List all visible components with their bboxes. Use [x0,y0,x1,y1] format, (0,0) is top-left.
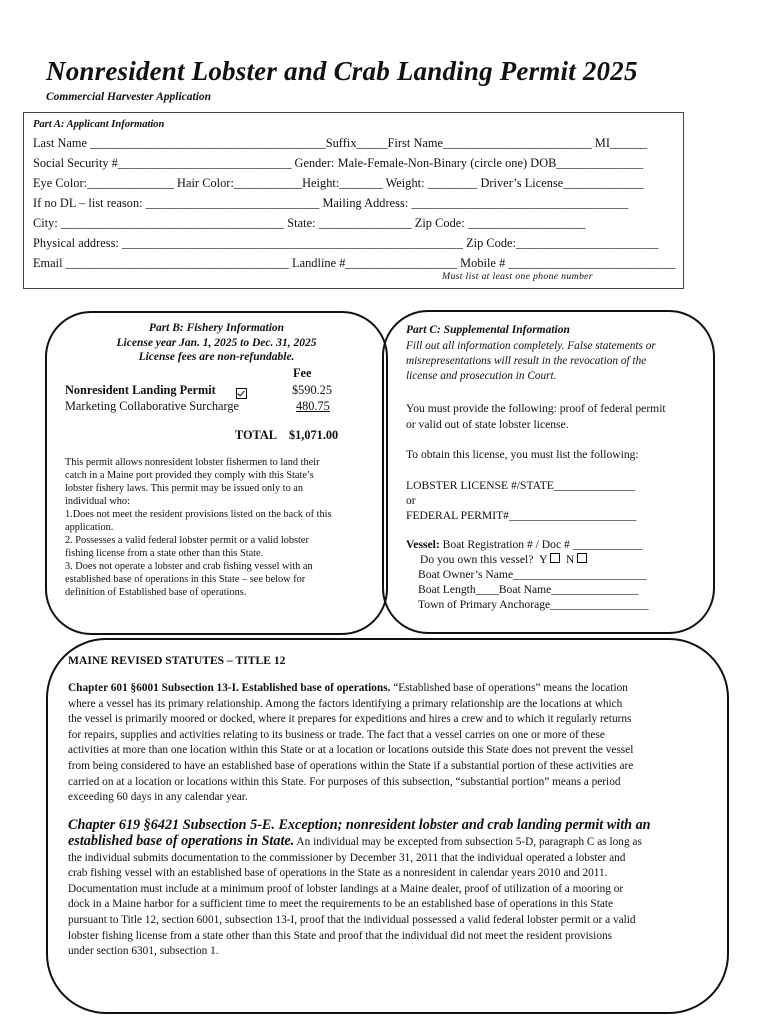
fee-header: Fee [293,366,312,380]
proof-requirement: You must provide the following: proof of federal permit or valid out of state lobster license. [406,402,666,431]
own-no-checkbox[interactable] [577,553,587,563]
vessel-registration-field[interactable]: Vessel: Boat Registration # / Doc # ____________ [406,538,643,551]
maine-statutes-section [46,638,729,1014]
nonresident-permit-checkbox[interactable] [236,388,247,399]
part-c-heading: Part C: Supplemental Information [406,324,570,336]
false-statement-warning: Fill out all information completely. False statements or misrepresentations will result in the revocation of the license and prosecution in Court. [406,340,656,382]
surcharge-fee: 480.75 [296,399,330,413]
obtain-instruction: To obtain this license, you must list the following: [406,448,639,461]
statutes-heading: MAINE REVISED STATUTES – TITLE 12 [68,654,286,667]
nonresident-permit-fee: $590.25 [292,383,332,397]
lobster-license-field[interactable]: LOBSTER LICENSE #/STATE______________ [406,479,636,492]
field-line-contact[interactable]: Email ____________________________________ Landline #__________________ Mobile # ___________________________ [33,256,676,270]
total-label: TOTAL [235,428,277,442]
field-line-dl-mailing[interactable]: If no DL – list reason: ____________________________ Mailing Address: ___________________________________ [33,196,629,210]
page-title: Nonresident Lobster and Crab Landing Permit 2025 [46,56,638,86]
federal-permit-field[interactable]: FEDERAL PERMIT#______________________ [406,509,637,522]
permit-description: This permit allows nonresident lobster fishermen to land their catch in a Maine port provided they comply with this State’s lobster fishery laws. This permit may be issued only to an individual who: 1.Does not meet the resident provisions listed on the back of this application. 2. Possesses a valid federal lobster permit or a valid lobster fishing license from a state other than this State. 3. Does not operate a lobster and crab fishing vessel with an established base of operations in this State – see below for definition of Established base of operations. [65,457,332,598]
field-line-ssn-gender-dob[interactable]: Social Security #____________________________ Gender: Male-Female-Non-Binary (circle one) DOB______________ [33,156,644,170]
surcharge-label: Marketing Collaborative Surcharge [65,399,239,413]
non-refundable-note: License fees are non-refundable. [138,351,295,363]
page-subtitle: Commercial Harvester Application [46,91,212,103]
field-line-name[interactable]: Last Name ______________________________________Suffix_____First Name________________________ MI______ [33,136,648,150]
chapter-619-text: Chapter 619 §6421 Subsection 5-E. Exception; nonresident lobster and crab landing permit with an established base of operations in State. An individual may be excepted from subsection 5-D, paragraph C as long as the individual submits documentation to the commissioner by December 31, 2011 that the individual operated a lobster and crab fishing vessel with an established base of operations in the State as a nonresident in calendar years 2010 and 2011. Documentation must include at a minimum proof of lobster landings at a Maine dealer, proof of utilization of a mooring or dock in a Maine harbor for a sufficient time to meet the requirements to be an established base of operations in this State pursuant to Title 12, section 6001, subsection 13-I, proof that the individual possessed a valid federal lobster permit or a valid lobster fishing license from a state other than this State and proof that the individual did not meet the resident provisions under section 6301, subsection 1. [68,817,651,958]
or-text: or [406,494,416,507]
field-line-physical-address[interactable]: Physical address: _______________________________________________________ Zip Code:_______________________ [33,236,659,250]
nonresident-permit-label: Nonresident Landing Permit [65,383,216,397]
boat-owner-field[interactable]: Boat Owner’s Name_______________________ [418,568,647,581]
own-yes-checkbox[interactable] [550,553,560,563]
part-b-fishery-info [45,311,388,635]
field-line-city-state-zip[interactable]: City: ____________________________________ State: _______________ Zip Code: ___________________ [33,216,586,230]
boat-length-name-field[interactable]: Boat Length____Boat Name_______________ [418,583,639,596]
anchorage-town-field[interactable]: Town of Primary Anchorage_________________ [418,598,649,611]
part-a-heading: Part A: Applicant Information [33,119,165,130]
part-b-heading: Part B: Fishery Information [148,322,285,334]
own-vessel-question: Do you own this vessel? Y N [420,553,587,566]
phone-note: Must list at least one phone number [442,271,593,282]
chapter-601-text: Chapter 601 §6001 Subsection 13-I. Established base of operations. “Established base of operations” means the location where a vessel has its primary relationship. Among the factors identifying a primary relationship are the locations at which the vessel is primarily moored or docked, where it prepares for expeditions and hires a crew and to which it regularly returns for repairs, supplies and activities relating to its business or trade. The fact that a vessel carries on one or more of these activities at more than one location within this State or at a location or locations outside this State does not prevent the vessel from being considered to have an established base of operations within the State if a substantial portion of these activities are carried on at a location or locations within this State. For purposes of this subsection, “substantial portion” means a period exceeding 60 days in any calendar year. [68,682,634,804]
total-value: $1,071.00 [289,428,339,442]
license-year: License year Jan. 1, 2025 to Dec. 31, 2025 [116,336,317,349]
field-line-physical[interactable]: Eye Color:______________ Hair Color:___________Height:_______ Weight: ________ Driver’s License_____________ [33,176,644,190]
part-c-supplemental-info [382,310,715,634]
part-a-applicant-info [23,112,684,289]
